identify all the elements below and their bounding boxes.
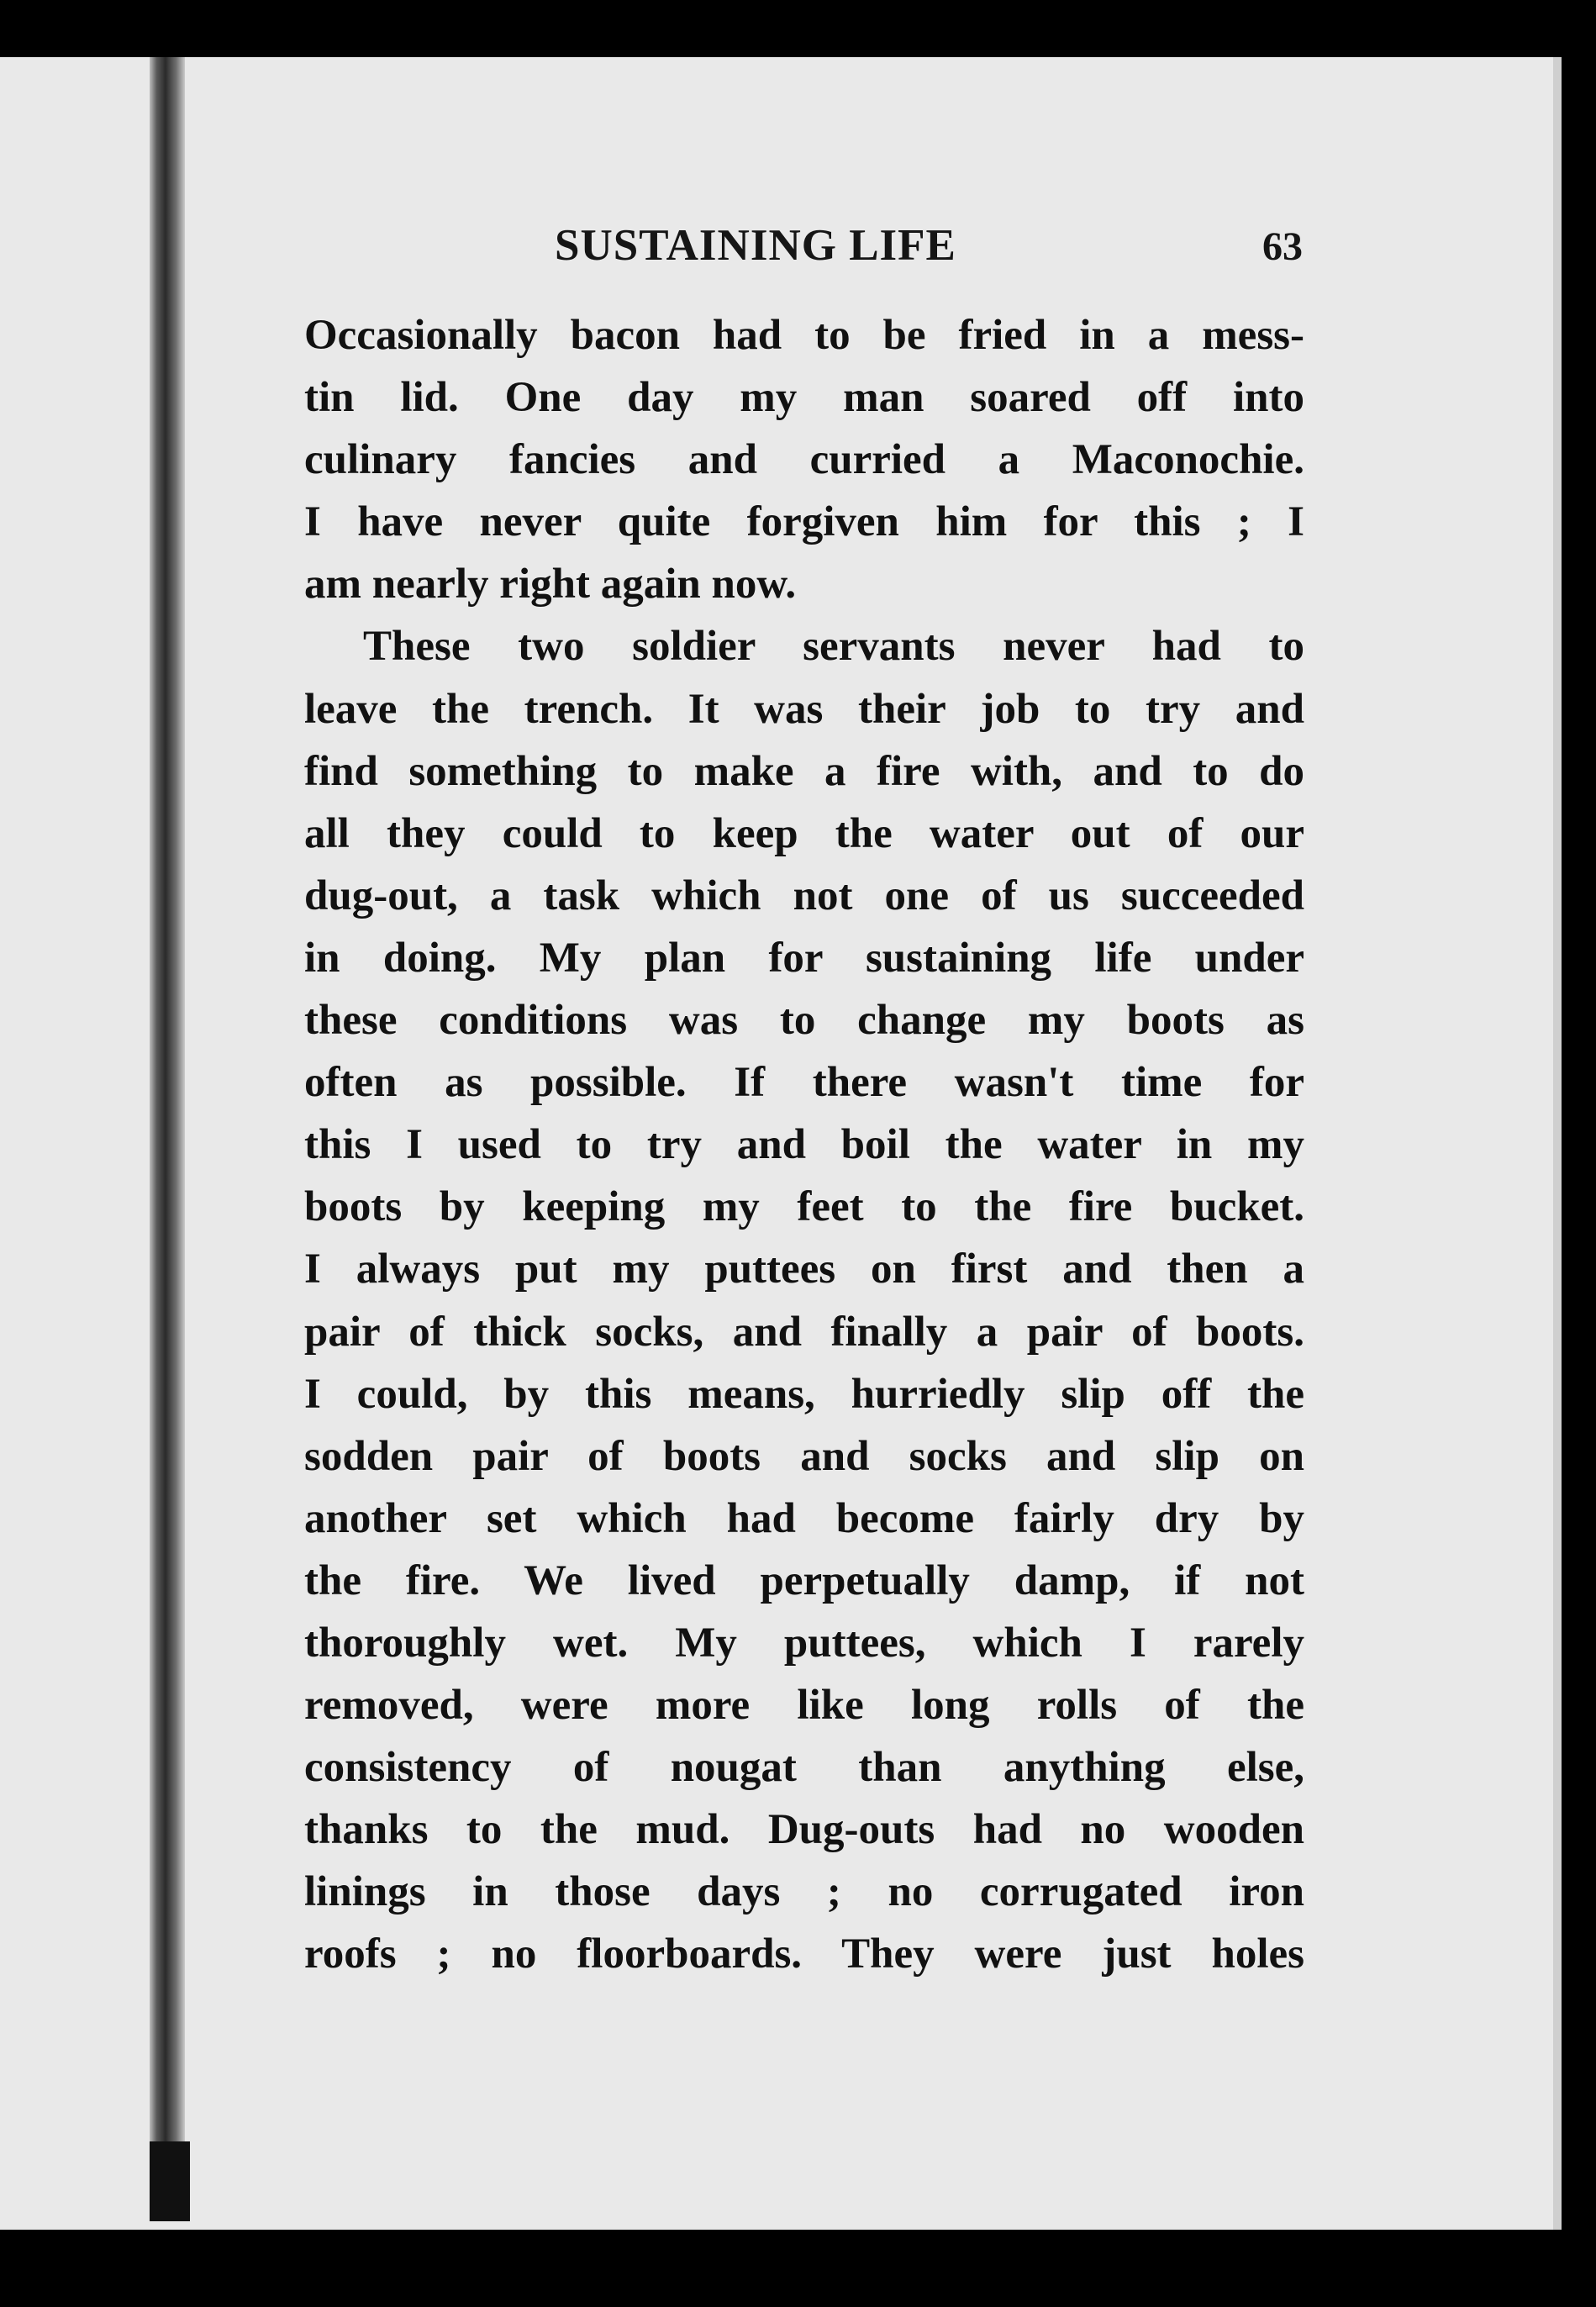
paragraph-first-line: These two soldier servants never had to	[363, 623, 1304, 671]
running-head	[555, 220, 1303, 271]
text-line: removed, were more like long rolls of the	[304, 1682, 1304, 1730]
text-line: linings in those days ; no corrugated iron	[304, 1868, 1304, 1916]
text-line: another set which had become fairly dry by	[304, 1494, 1304, 1542]
text-line: often as possible. If there wasn't time for	[304, 1059, 1304, 1107]
text-line: in doing. My plan for sustaining life under	[304, 934, 1304, 982]
page-number: 63	[1262, 224, 1303, 269]
text-line: Occasionally bacon had to be fried in a mess-	[304, 312, 1304, 359]
text-line: I always put my puttees on first and then a	[304, 1246, 1304, 1293]
body-text	[304, 304, 1304, 1986]
text-line: all they could to keep the water out of our	[304, 809, 1304, 857]
text-line: these conditions was to change my boots as	[304, 997, 1304, 1045]
text-line: I could, by this means, hurriedly slip off the	[304, 1370, 1304, 1418]
text-line: this I used to try and boil the water in my	[304, 1121, 1304, 1169]
text-line: pair of thick socks, and finally a pair of boots.	[304, 1308, 1304, 1356]
text-line: dug-out, a task which not one of us succeeded	[304, 872, 1304, 919]
text-line: tin lid. One day my man soared off into	[304, 374, 1304, 422]
running-head-title: SUSTAINING LIFE	[555, 221, 956, 270]
page-edge	[1553, 57, 1562, 2230]
text-line: I have never quite forgiven him for this ; I	[304, 498, 1304, 546]
gutter-shadow	[150, 2141, 190, 2221]
text-line: consistency of nougat than anything else,	[304, 1744, 1304, 1792]
text-line: boots by keeping my feet to the fire bucket.	[304, 1183, 1304, 1231]
book-gutter	[150, 57, 185, 2221]
text-line: culinary fancies and curried a Maconochie.	[304, 436, 1304, 484]
text-line: am nearly right again now.	[304, 561, 797, 608]
text-line: thanks to the mud. Dug-outs had no wooden	[304, 1806, 1304, 1854]
text-line: thoroughly wet. My puttees, which I rarely	[304, 1619, 1304, 1667]
text-line: the fire. We lived perpetually damp, if not	[304, 1556, 1304, 1604]
text-line: find something to make a fire with, and to do	[304, 747, 1304, 795]
text-line: sodden pair of boots and socks and slip on	[304, 1432, 1304, 1480]
text-line: roofs ; no floorboards. They were just holes	[304, 1930, 1304, 1978]
text-line: leave the trench. It was their job to try and	[304, 685, 1304, 733]
